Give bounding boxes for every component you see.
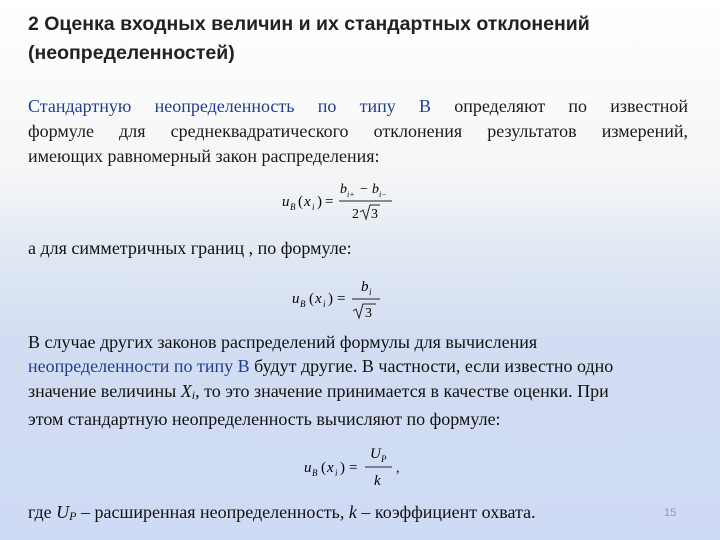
formula-3-equals: = xyxy=(349,460,358,476)
page-number: 15 xyxy=(664,507,677,519)
formula-3-x: x xyxy=(327,460,334,476)
paragraph-symmetric-bounds: а для симметричных границ , по формуле: xyxy=(28,238,352,258)
formula-1-num-a: b xyxy=(340,182,347,197)
paragraph-3-line-2-rest: будут другие. В частности, если известно одно xyxy=(249,356,614,377)
formula-3-num: U xyxy=(370,446,381,462)
formula-2-equals: = xyxy=(337,291,346,307)
paragraph-3-line-1: В случае других законов распределений формулы для вычисления xyxy=(28,332,538,352)
formula-expanded xyxy=(304,444,414,497)
formula-1-x-sub: i xyxy=(312,202,315,212)
paragraph-3-line-4: этом стандартную неопределенность вычисляют по формуле: xyxy=(28,408,501,429)
formula-2-u: u xyxy=(292,291,300,307)
paragraph-1-line-1 xyxy=(28,94,688,119)
formula-1-paren-open: ( xyxy=(298,194,303,210)
title-line-2: (неопределенностей) xyxy=(28,42,235,64)
slide-title xyxy=(28,10,688,68)
formula-2-paren-close: ) xyxy=(328,291,333,307)
formula-3-paren-close: ) xyxy=(340,460,345,476)
formula-1-x: x xyxy=(304,194,311,210)
paragraph-uniform-law xyxy=(28,94,688,169)
formula-1-equals: = xyxy=(325,194,334,210)
paragraph-4-a: где xyxy=(28,502,57,522)
variable-x-sub: i xyxy=(191,387,196,402)
formula-2-u-sub: B xyxy=(300,299,306,309)
formula-uniform xyxy=(282,180,412,229)
formula-1-num-b: b xyxy=(372,182,379,197)
formula-2-num-sub: i xyxy=(369,287,372,297)
paragraph-3-line-3-a: значение величины xyxy=(28,380,181,401)
variable-u-sub: P xyxy=(69,509,77,523)
paragraph-3-line-2 xyxy=(28,354,692,378)
variable-u: U xyxy=(56,502,70,522)
variable-x: X xyxy=(180,380,192,401)
formula-1-minus: − xyxy=(360,182,368,197)
formula-3-u: u xyxy=(304,460,312,476)
highlight-type-b-uncertainty-2: неопределенности по типу В xyxy=(28,356,250,377)
formula-1-root: 3 xyxy=(371,207,378,222)
formula-2-x: x xyxy=(315,291,322,307)
formula-1-num-a-sub: i+ xyxy=(347,190,355,199)
formula-2-x-sub: i xyxy=(323,299,326,309)
paragraph-3-line-3 xyxy=(28,379,692,407)
title-line-1: 2 Оценка входных величин и их стандартных отклонений xyxy=(28,13,590,35)
formula-1-den: 2 xyxy=(352,207,359,222)
formula-1-num-b-sub: i− xyxy=(379,190,387,199)
paragraph-3-line-3-b: , то это значение принимается в качестве оценки. При xyxy=(195,380,609,401)
paragraph-1-line-3: имеющих равномерный закон распределения: xyxy=(28,146,380,166)
formula-2-num: b xyxy=(361,279,369,295)
formula-2-paren-open: ( xyxy=(309,291,314,307)
formula-3-num-sub: P xyxy=(381,454,387,464)
formula-symmetric xyxy=(292,276,402,327)
formula-3-x-sub: i xyxy=(335,468,338,478)
formula-1-paren-close: ) xyxy=(317,194,322,210)
paragraph-1-line-1-rest: определяют по известной xyxy=(431,96,688,116)
highlight-type-b-uncertainty: Стандартную неопределенность по типу В xyxy=(28,96,432,116)
formula-3-u-sub: B xyxy=(312,468,318,478)
formula-3-tail: , xyxy=(396,461,400,476)
formula-3-den: k xyxy=(374,473,381,489)
paragraph-4-b: – расширенная неопределенность, xyxy=(76,502,349,522)
paragraph-1-line-2: формуле для среднеквадратического отклонения результатов измерений, xyxy=(28,121,688,141)
paragraph-definitions xyxy=(28,500,536,528)
variable-k: k xyxy=(348,502,357,522)
formula-1-u-sub: B xyxy=(290,202,296,212)
formula-1-u: u xyxy=(282,194,290,210)
formula-2-root: 3 xyxy=(365,306,372,321)
formula-3-paren-open: ( xyxy=(321,460,326,476)
paragraph-other-laws xyxy=(28,330,692,431)
paragraph-4-c: – коэффициент охвата. xyxy=(356,502,536,522)
